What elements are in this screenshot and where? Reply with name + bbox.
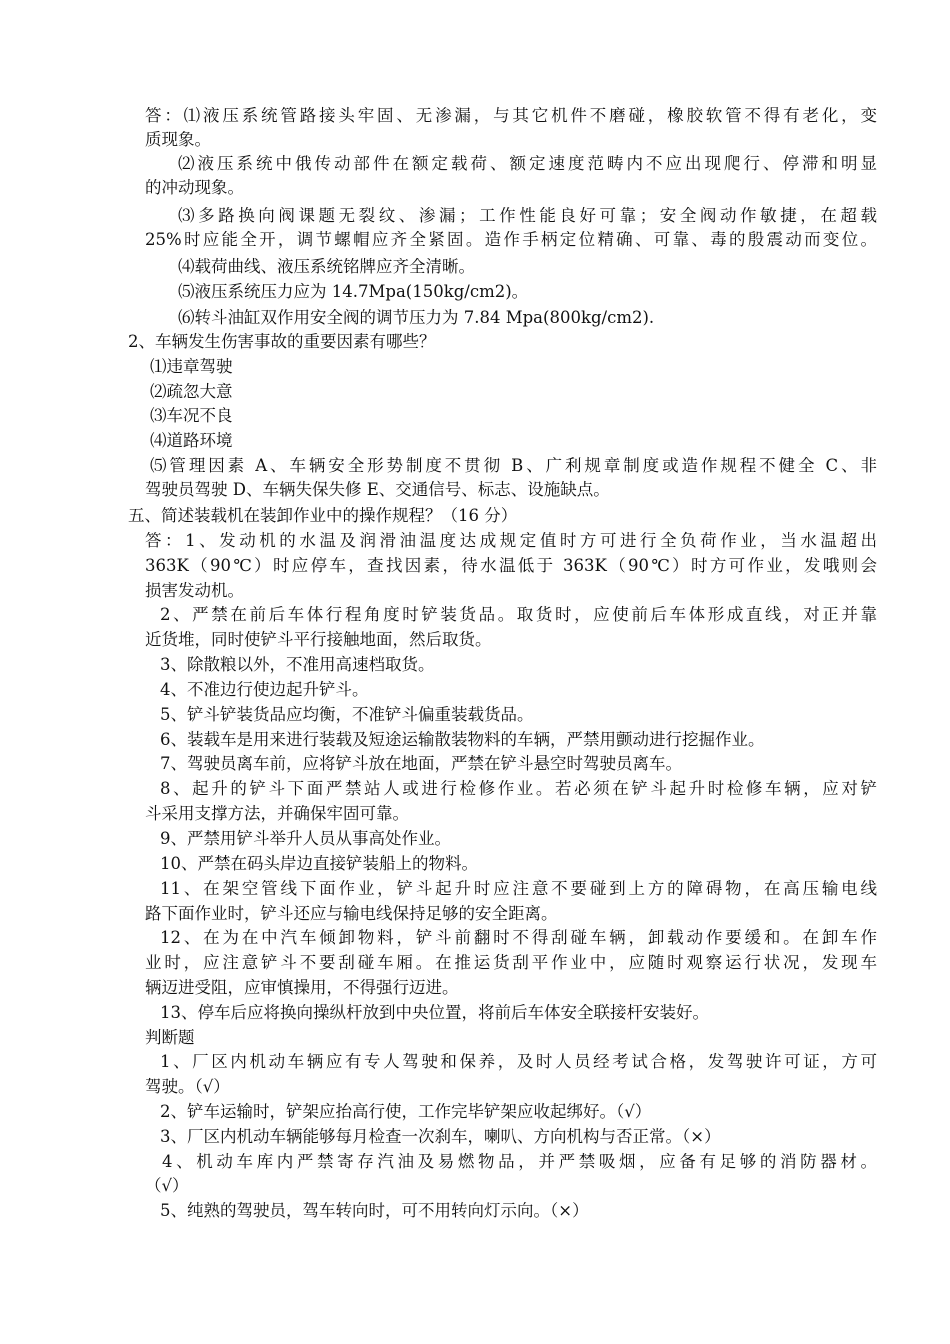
list-item: ⑴违章驾驶 — [150, 357, 233, 376]
answer-line: 363K（90℃）时应停车，查找因素，待水温低于 363K（90℃）时方可作业，发哦则会 — [145, 556, 877, 575]
answer-line: 的冲动现象。 — [145, 178, 244, 197]
list-item: ⑷道路环境 — [150, 431, 233, 450]
answer-line: 3、除散粮以外，不准用高速档取货。 — [160, 655, 435, 674]
answer-line: ⑷载荷曲线、液压系统铭牌应齐全清晰。 — [178, 257, 475, 276]
answer-line: 路下面作业时，铲斗还应与输电线保持足够的安全距离。 — [145, 904, 558, 923]
answer-line: 辆迈进受阻，应审慎操用，不得强行迈进。 — [145, 978, 459, 997]
question-heading: 2、车辆发生伤害事故的重要因素有哪些？ — [128, 332, 436, 351]
section-heading: 判断题 — [145, 1028, 195, 1047]
judgment-item: 5、纯熟的驾驶员，驾车转向时，可不用转向灯示向。（×） — [160, 1201, 589, 1220]
answer-line: 6、装载车是用来进行装载及短途运输散装物料的车辆，严禁用颤动进行挖掘作业。 — [160, 730, 765, 749]
list-item: 驾驶员驾驶 D、车辆失保失修 E、交通信号、标志、设施缺点。 — [145, 480, 610, 499]
answer-line: 11、在架空管线下面作业，铲斗起升时应注意不要碰到上方的障碍物，在高压输电线 — [160, 879, 877, 898]
judgment-item: （√） — [145, 1176, 189, 1195]
answer-line: 斗采用支撑方法，并确保牢固可靠。 — [145, 804, 409, 823]
answer-line: 答：1、发动机的水温及润滑油温度达成规定值时方可进行全负荷作业，当水温超出 — [145, 531, 877, 550]
answer-line: 8、起升的铲斗下面严禁站人或进行检修作业。若必须在铲斗起升时检修车辆，应对铲 — [160, 779, 877, 798]
answer-line: 12、在为在中汽车倾卸物料，铲斗前翻时不得刮碰车辆，卸载动作要缓和。在卸车作 — [160, 928, 877, 947]
answer-line: 2、严禁在前后车体行程角度时铲装货品。取货时，应使前后车体形成直线，对正并靠 — [160, 605, 877, 624]
judgment-item: 4、机动车库内严禁寄存汽油及易燃物品，并严禁吸烟，应备有足够的消防器材。 — [162, 1152, 877, 1171]
answer-line: 近货堆，同时使铲斗平行接触地面，然后取货。 — [145, 630, 492, 649]
answer-line: 13、停车后应将换向操纵杆放到中央位置，将前后车体安全联接杆安装好。 — [160, 1003, 709, 1022]
answer-line: ⑹转斗油缸双作用安全阀的调节压力为 7.84 Mpa(800kg/cm2). — [178, 308, 655, 327]
answer-line: 7、驾驶员离车前，应将铲斗放在地面，严禁在铲斗悬空时驾驶员离车。 — [160, 754, 682, 773]
answer-line: 9、严禁用铲斗举升人员从事高处作业。 — [160, 829, 451, 848]
section-heading: 五、简述装载机在装卸作业中的操作规程？（16 分） — [128, 506, 518, 525]
answer-line: ⑶多路换向阀课题无裂纹、渗漏；工作性能良好可靠；安全阀动作敏捷，在超载 — [178, 206, 877, 225]
list-item: ⑸管理因素 A、车辆安全形势制度不贯彻 B、广利规章制度或造作规程不健全 C、非 — [150, 456, 877, 475]
answer-line: 业时，应注意铲斗不要刮碰车厢。在推运货刮平作业中，应随时观察运行状况，发现车 — [145, 953, 877, 972]
judgment-item: 2、铲车运输时，铲架应抬高行使，工作完毕铲架应收起绑好。（√） — [160, 1102, 652, 1121]
answer-line: 10、严禁在码头岸边直接铲装船上的物料。 — [160, 854, 478, 873]
answer-line: 质现象。 — [145, 130, 211, 149]
answer-line: 5、铲斗铲装货品应均衡，不准铲斗偏重装载货品。 — [160, 705, 534, 724]
answer-line: ⑵液压系统中俄传动部件在额定载荷、额定速度范畴内不应出现爬行、停滞和明显 — [178, 154, 877, 173]
judgment-item: 3、厂区内机动车辆能够每月检查一次刹车，喇叭、方向机构与否正常。（×） — [160, 1127, 721, 1146]
judgment-item: 驾驶。（√） — [145, 1077, 230, 1096]
answer-line: ⑸液压系统压力应为 14.7Mpa(150kg/cm2)。 — [178, 282, 529, 301]
judgment-item: 1、厂区内机动车辆应有专人驾驶和保养，及时人员经考试合格，发驾驶许可证，方可 — [160, 1052, 877, 1071]
list-item: ⑵疏忽大意 — [150, 382, 233, 401]
answer-line: 答：⑴液压系统管路接头牢固、无渗漏，与其它机件不磨碰，橡胶软管不得有老化，变 — [145, 106, 877, 125]
list-item: ⑶车况不良 — [150, 406, 233, 425]
answer-line: 25%时应能全开，调节螺帽应齐全紧固。造作手柄定位精确、可靠、毒的殷震动而变位。 — [145, 230, 877, 249]
answer-line: 损害发动机。 — [145, 581, 244, 600]
answer-line: 4、不准边行使边起升铲斗。 — [160, 680, 369, 699]
